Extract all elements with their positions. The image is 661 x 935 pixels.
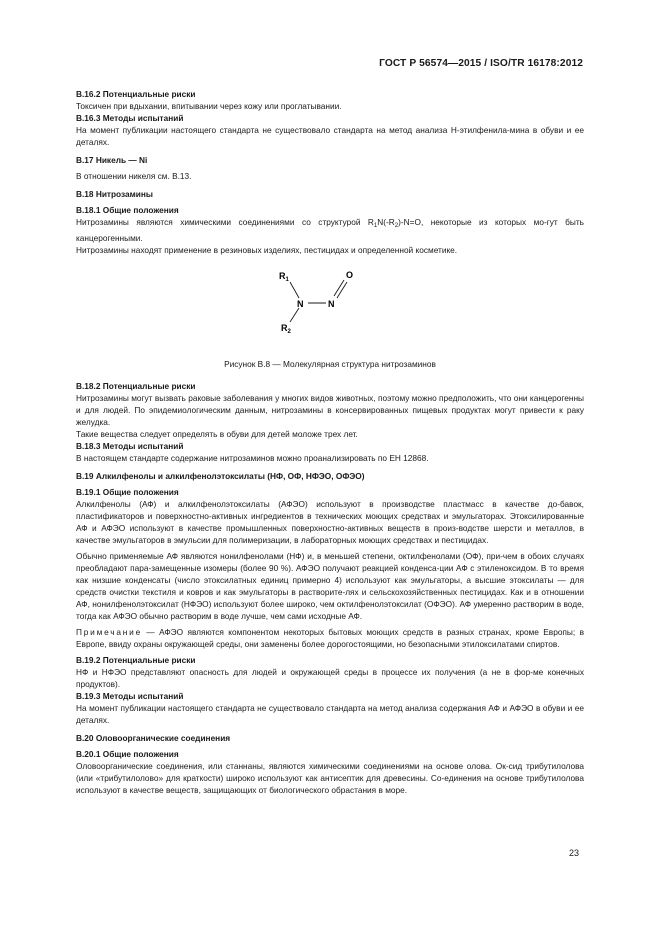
note-label: Примечание bbox=[76, 627, 143, 637]
section-b20-title: В.20 Оловоорганические соединения bbox=[76, 733, 231, 743]
section-b19-1-p2: Обычно применяемые АФ являются нонилфенолами (НФ) и, в меньшей степени, октилфенолами (ОФ), при-чем в обоих случаях преобладают пара-замещенные изомеры (более 90 %). АФЭО получают реакцией конденса-ции АФ с этиленоксидом. В то время как низшие конденсаты (число этоксилатных единиц примерно 4) используют как эмульгаторы, а высшие этоксилаты — для средств очистки текстиля и ковров и как эмульгаторы в растворите-лях и сельскохозяйственных пестицидах. Как и в отношении АФ, нонилфенолэтоксилат (НФЭО) используют более широко, чем октилфенолэтоксилат (ОФЭО). АФ умеренно растворим в воде, тогда как АФЭО обычно растворим в воде лучше, чем сами исходные АФ. bbox=[76, 551, 584, 621]
section-b16-2-text: Токсичен при вдыхании, впитывании через кожу или проглатывании. bbox=[76, 101, 342, 111]
n1-label: N bbox=[297, 299, 304, 309]
section-b19-title: В.19 Алкилфенолы и алкилфенолэтоксилаты (НФ, ОФ, НФЭО, ОФЭО) bbox=[76, 471, 365, 481]
section-b18-1-p2: Нитрозамины находят применение в резиновых изделиях, пестицидах и определенной косметике. bbox=[76, 245, 458, 255]
section-b19-note: Примечание — АФЭО являются компонентом некоторых бытовых моющих средств в разных странах, кроме Европы; в Европе, ввиду охраны окружающей среды, они заменены более дорогостоящими, но безопасными этилоксилатами спиртов. bbox=[76, 627, 584, 649]
nitrosamine-structure-figure bbox=[76, 260, 584, 354]
section-b18-title: В.18 Нитрозамины bbox=[76, 189, 153, 199]
section-b18-1-title: В.18.1 Общие положения bbox=[76, 205, 179, 215]
section-b19-1-p1: Алкилфенолы (АФ) и алкилфенолэтоксилаты (АФЭО) используют в производстве пластмасс в качестве до-бавок, пластификаторов и поверхностно-активных ингредиентов в технических моющих средствах и эмульгаторах. Этоксилированные АФ и АФЭО используют в качестве промышленных поверхностно-активных веществ в произ-водстве шерсти и металлов, в качестве эмульгаторов в эмульсии для полимеризации, в лабораторных моющих средствах и пестицидах. bbox=[76, 499, 584, 545]
section-b19-3-text: На момент публикации настоящего стандарта не существовало стандарта на метод анализа содержания АФ и АФЭО в обуви и ее деталях. bbox=[76, 703, 584, 725]
section-b20-1-title: В.20.1 Общие положения bbox=[76, 749, 179, 759]
section-b18-3-title: В.18.3 Методы испытаний bbox=[76, 441, 184, 451]
standard-header: ГОСТ Р 56574—2015 / ISO/TR 16178:2012 bbox=[379, 58, 583, 69]
section-b16-3-title: В.16.3 Методы испытаний bbox=[76, 113, 184, 123]
n2-label: N bbox=[328, 299, 335, 309]
section-b18-1-p1: Нитрозамины являются химическими соединениями со структурой $R_1N(-R_2)-N=O$, некоторые из которых мо-гут быть канцерогенными. bbox=[76, 217, 584, 243]
section-b18-2-title: В.18.2 Потенциальные риски bbox=[76, 381, 196, 391]
section-b19-3-title: В.19.3 Методы испытаний bbox=[76, 691, 184, 701]
figure-caption: Рисунок В.8 — Молекулярная структура нитрозаминов bbox=[224, 359, 436, 369]
section-b18-3-text: В настоящем стандарте содержание нитрозаминов можно проанализировать по ЕН 12868. bbox=[76, 453, 429, 463]
section-b18-2-p1: Нитрозамины могут вызвать раковые заболевания у многих видов животных, поэтому можно предположить, что они канцерогенны и для людей. По эпидемиологическим данным, нитрозамины в консервированных пищевых продуктах могут привести к раку желудка. bbox=[76, 393, 584, 427]
section-b19-2-title: В.19.2 Потенциальные риски bbox=[76, 655, 196, 665]
r1-label: $R_1$ bbox=[279, 271, 289, 283]
document-body bbox=[76, 88, 584, 796]
section-b16-3-text: На момент публикации настоящего стандарта не существовало стандарта на метод анализа Н-этилфенила-мина в обуви и ее деталях. bbox=[76, 125, 584, 147]
nitrosamine-structure-diagram bbox=[266, 260, 386, 350]
section-b16-2-title: В.16.2 Потенциальные риски bbox=[76, 89, 196, 99]
page-number: 23 bbox=[568, 848, 579, 858]
section-b20-1-p1: Оловоорганические соединения, или станнаны, являются химическими соединениями на основе олова. Ок-сид трибутилолова (или «трибутилолово» для краткости) широко используют как антисептик для древесины. Со-единения на основе трибутилолова используют в качестве веществ, защищающих от биологического обрастания в море. bbox=[76, 761, 584, 795]
section-b17-text: В отношении никеля см. В.13. bbox=[76, 171, 192, 181]
r2-label: $R_2$ bbox=[281, 323, 291, 335]
o-label: O bbox=[346, 270, 354, 280]
section-b19-2-text: НФ и НФЭО представляют опасность для людей и окружающей среды в процессе их получения (а не в фор-ме конечных продуктов). bbox=[76, 667, 584, 689]
section-b19-1-title: В.19.1 Общие положения bbox=[76, 487, 179, 497]
section-b18-2-p2: Такие вещества следует определять в обуви для детей моложе трех лет. bbox=[76, 429, 358, 439]
section-b17-title: В.17 Никель — Ni bbox=[76, 155, 148, 165]
